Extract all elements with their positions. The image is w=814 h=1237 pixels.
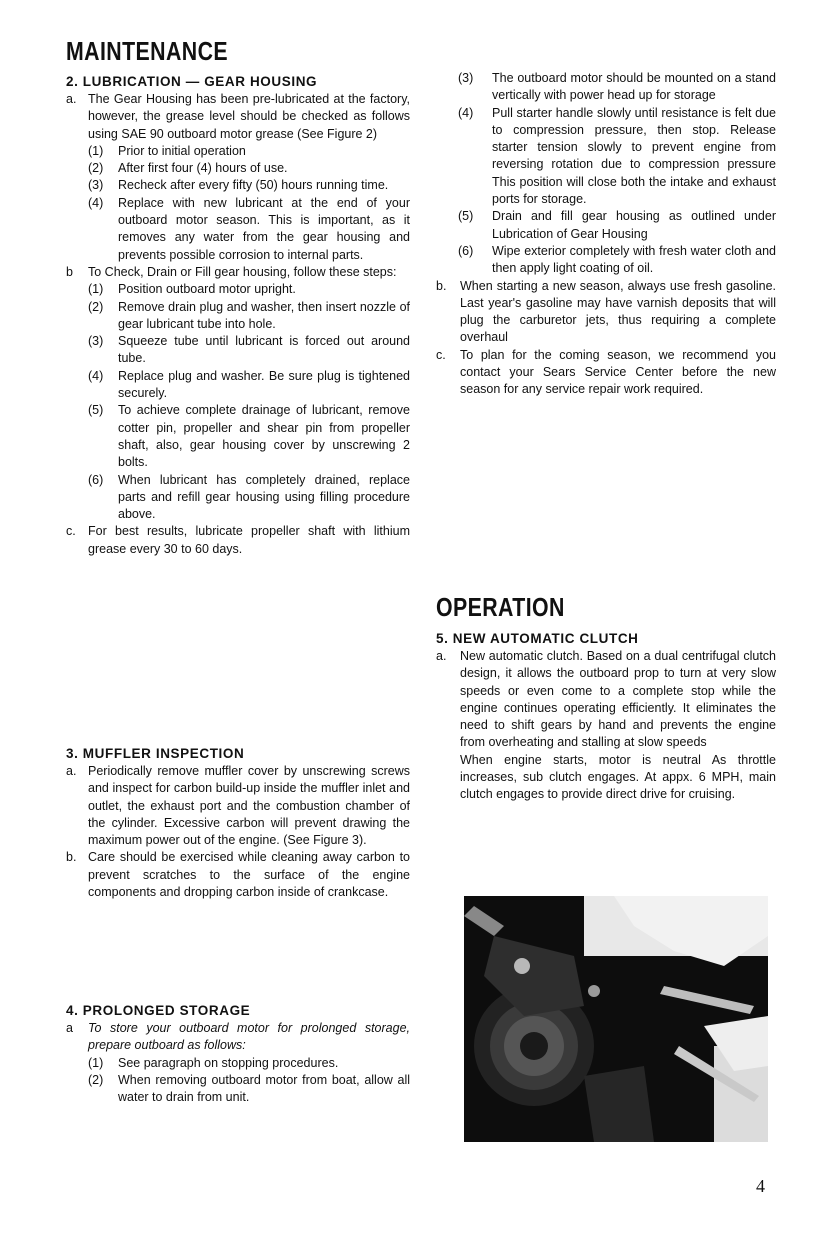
page-number: 4	[756, 1176, 765, 1196]
muffler-section-title: 3. MUFFLER INSPECTION	[66, 746, 245, 761]
lubrication-a-step-3: (3) Recheck after every fifty (50) hours running time.	[88, 178, 389, 193]
lubrication-b-step-5: (5) To achieve complete drainage of lubricant, remove cotter pin, propeller and shear pin from propeller shaft, also, gear housing cover by unscrewing 2 bolts.	[88, 403, 410, 470]
lubrication-a-step-4: (4) Replace with new lubricant at the end of your outboard motor season. This is important, as it removes any water from the gear housing and prevents possible corrosion to internal parts.	[88, 195, 410, 262]
lubrication-item-a: a. The Gear Housing has been pre-lubricated at the factory, however, the grease level should be checked as follows using SAE 90 outboard motor grease (See Figure 2)	[66, 92, 410, 141]
muffler-item-a: a. Periodically remove muffler cover by unscrewing screws and inspect for carbon build-up inside the muffler inlet and outlet, the exhaust port and the combustion chamber of the cylinder. Excessive carbon will prevent drawing the maximum power out of the engine. (See Figure 3).	[66, 764, 410, 848]
lubrication-item-b: b To Check, Drain or Fill gear housing, follow these steps:	[66, 264, 397, 279]
clutch-section-title: 5. NEW AUTOMATIC CLUTCH	[436, 631, 639, 646]
storage-body-left	[66, 1020, 410, 1106]
storage-item-b: b. When starting a new season, always use fresh gasoline. Last year's gasoline may have varnish deposits that will plug the carburetor jets, thus requiring a complete overhaul	[436, 278, 776, 345]
storage-item-a: a To store your outboard motor for prolonged storage, prepare outboard as follows:	[66, 1021, 410, 1053]
muffler-body	[66, 763, 410, 901]
storage-step-5: (5) Drain and fill gear housing as outlined under Lubrication of Gear Housing	[458, 209, 776, 241]
lubrication-b-step-6: (6) When lubricant has completely drained, replace parts and refill gear housing using filling procedure above.	[88, 472, 410, 522]
storage-step-4: (4) Pull starter handle slowly until resistance is felt due to compression pressure, then stop. Release starter tension slowly to prevent engine from reversing rotation due to compression pressure This position will close both the intake and exhaust ports for storage.	[458, 105, 776, 207]
storage-step-2: (2) When removing outboard motor from boat, allow all water to drain from unit.	[88, 1072, 410, 1105]
clutch-item-a-continued: When engine starts, motor is neutral As throttle increases, sub clutch engages. At appx. 6 MPH, main clutch engages to provide direct drive for cruising.	[460, 752, 776, 802]
lubrication-b-step-2: (2) Remove drain plug and washer, then insert nozzle of gear lubricant tube into hole.	[88, 299, 410, 331]
lubrication-b-step-4: (4) Replace plug and washer. Be sure plug is tightened securely.	[88, 368, 410, 401]
lubrication-body	[66, 91, 410, 558]
lubrication-b-step-1: (1) Position outboard motor upright.	[88, 282, 296, 297]
lubrication-a-step-2: (2) After first four (4) hours of use.	[88, 161, 288, 176]
outboard-motor-photo	[464, 896, 768, 1142]
outboard-motor-image	[464, 896, 768, 1142]
lubrication-a-step-1: (1) Prior to initial operation	[88, 143, 246, 158]
storage-section-title: 4. PROLONGED STORAGE	[66, 1003, 251, 1018]
operation-heading: OPERATION	[436, 592, 565, 622]
maintenance-heading: MAINTENANCE	[66, 36, 229, 66]
storage-step-6: (6) Wipe exterior completely with fresh water cloth and then apply light coating of oil.	[458, 243, 776, 276]
clutch-item-a: a. New automatic clutch. Based on a dual centrifugal clutch design, it allows the outboard prop to turn at very slow speeds or even come to a complete stop while the engine continues operating efficiently. It eliminates the need to shift gears by hand and prevents the engine from overheating and stalling at slow speeds	[436, 649, 776, 750]
lubrication-section-title: 2. LUBRICATION — GEAR HOUSING	[66, 74, 318, 89]
lubrication-item-c: c. For best results, lubricate propeller shaft with lithium grease every 30 to 60 days.	[66, 524, 410, 556]
clutch-body	[436, 648, 776, 804]
muffler-item-b: b. Care should be exercised while cleaning away carbon to prevent scratches to the surface of the engine components and dropping carbon inside of crankcase.	[66, 850, 410, 900]
storage-step-3: (3) The outboard motor should be mounted on a stand vertically with power head up for storage	[458, 71, 776, 103]
lubrication-b-step-3: (3) Squeeze tube until lubricant is forced out around tube.	[88, 334, 410, 366]
storage-body-right	[436, 70, 776, 399]
storage-step-1: (1) See paragraph on stopping procedures.	[88, 1055, 339, 1070]
storage-item-c: c. To plan for the coming season, we recommend you contact your Sears Service Center before the new season for any service repair work required.	[436, 347, 776, 397]
